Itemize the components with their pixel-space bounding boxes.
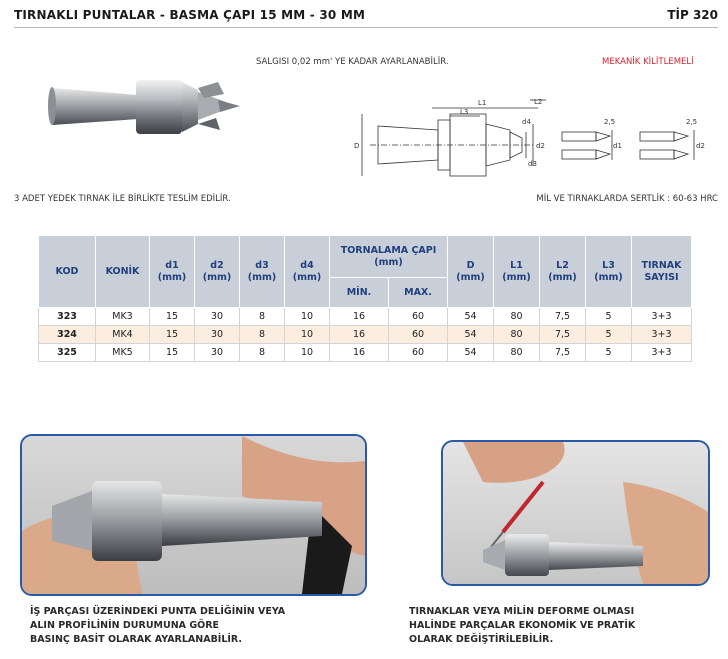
col-min: MİN. <box>330 278 389 308</box>
caption-right: TIRNAKLAR VEYA MİLİN DEFORME OLMASI HALİNDE PARÇALAR EKONOMİK VE PRATİK OLARAK DEĞİŞTİRİLEBİLİR. <box>409 606 636 645</box>
table-cell: 60 <box>389 308 448 326</box>
table-cell: 80 <box>494 308 540 326</box>
table-cell: 60 <box>389 326 448 344</box>
table-cell: 7,5 <box>540 308 586 326</box>
col-tornalama: TORNALAMA ÇAPI (mm) <box>330 236 448 278</box>
table-cell: 16 <box>330 326 389 344</box>
table-cell: 10 <box>285 344 330 362</box>
table-cell: 8 <box>240 326 285 344</box>
label-25b: 2,5 <box>686 118 698 126</box>
table-cell: 15 <box>150 308 195 326</box>
table-cell: MK4 <box>96 326 150 344</box>
photo-adjust <box>20 434 367 596</box>
table-cell: 5 <box>586 326 632 344</box>
label-d1: d1 <box>613 142 622 150</box>
table-row <box>39 308 692 326</box>
label-d2: d2 <box>536 142 545 150</box>
product-photo <box>48 62 248 152</box>
table-cell: MK5 <box>96 344 150 362</box>
label-l2: L2 <box>534 98 543 106</box>
col-kod: KOD <box>39 236 96 308</box>
table-cell: 10 <box>285 326 330 344</box>
table-cell: 8 <box>240 308 285 326</box>
mechanical-lock-note: MEKANİK KİLİTLEMELİ <box>602 57 694 67</box>
label-d4: d4 <box>522 118 531 126</box>
col-max: MAX. <box>389 278 448 308</box>
table-cell: 80 <box>494 344 540 362</box>
page-title: TIRNAKLI PUNTALAR - BASMA ÇAPI 15 MM - 30 MM <box>14 8 366 22</box>
table-cell: 325 <box>39 344 96 362</box>
col-d1: d1 (mm) <box>150 236 195 308</box>
table-cell: 5 <box>586 344 632 362</box>
table-cell: MK3 <box>96 308 150 326</box>
table-row <box>39 344 692 362</box>
table-cell: 10 <box>285 308 330 326</box>
table-cell: 15 <box>150 344 195 362</box>
table-cell: 54 <box>448 344 494 362</box>
label-d2b: d2 <box>696 142 705 150</box>
table-cell: 7,5 <box>540 344 586 362</box>
table-cell: 30 <box>195 308 240 326</box>
table-cell: 60 <box>389 344 448 362</box>
caption-left: İŞ PARÇASI ÜZERİNDEKİ PUNTA DELİĞİNİN VEYA ALIN PROFİLİNİN DURUMUNA GÖRE BASINÇ BASİT OLARAK AYARLANABİLİR. <box>30 606 286 645</box>
table-cell: 324 <box>39 326 96 344</box>
col-l1: L1 (mm) <box>494 236 540 308</box>
header-divider <box>14 27 718 28</box>
col-tirnak: TIRNAK SAYISI <box>632 236 692 308</box>
col-d3: d3 (mm) <box>240 236 285 308</box>
col-d4: d4 (mm) <box>285 236 330 308</box>
label-l3: L3 <box>460 108 469 116</box>
label-d3: d3 <box>528 160 537 168</box>
label-d: D <box>354 142 360 150</box>
photo-replace <box>441 440 710 586</box>
table-cell: 54 <box>448 326 494 344</box>
table-cell: 16 <box>330 308 389 326</box>
spare-jaws-note: 3 ADET YEDEK TIRNAK İLE BİRLİKTE TESLİM EDİLİR. <box>14 194 231 204</box>
label-l1: L1 <box>478 99 487 107</box>
col-D: D (mm) <box>448 236 494 308</box>
table-cell: 323 <box>39 308 96 326</box>
table-cell: 3+3 <box>632 344 692 362</box>
col-l3: L3 (mm) <box>586 236 632 308</box>
col-l2: L2 (mm) <box>540 236 586 308</box>
hardness-note: MİL VE TIRNAKLARDA SERTLİK : 60-63 HRC <box>536 194 718 204</box>
spec-table <box>38 235 692 362</box>
technical-drawing <box>350 94 720 184</box>
col-d2: d2 (mm) <box>195 236 240 308</box>
table-cell: 80 <box>494 326 540 344</box>
col-konik: KONİK <box>96 236 150 308</box>
table-cell: 5 <box>586 308 632 326</box>
label-25a: 2,5 <box>604 118 616 126</box>
table-row <box>39 326 692 344</box>
table-cell: 7,5 <box>540 326 586 344</box>
runout-note: SALGISI 0,02 mm' YE KADAR AYARLANABİLİR. <box>256 57 449 67</box>
table-cell: 16 <box>330 344 389 362</box>
table-cell: 30 <box>195 344 240 362</box>
type-label: TİP 320 <box>667 8 718 22</box>
table-cell: 15 <box>150 326 195 344</box>
table-cell: 54 <box>448 308 494 326</box>
table-cell: 8 <box>240 344 285 362</box>
table-cell: 30 <box>195 326 240 344</box>
table-cell: 3+3 <box>632 308 692 326</box>
table-cell: 3+3 <box>632 326 692 344</box>
